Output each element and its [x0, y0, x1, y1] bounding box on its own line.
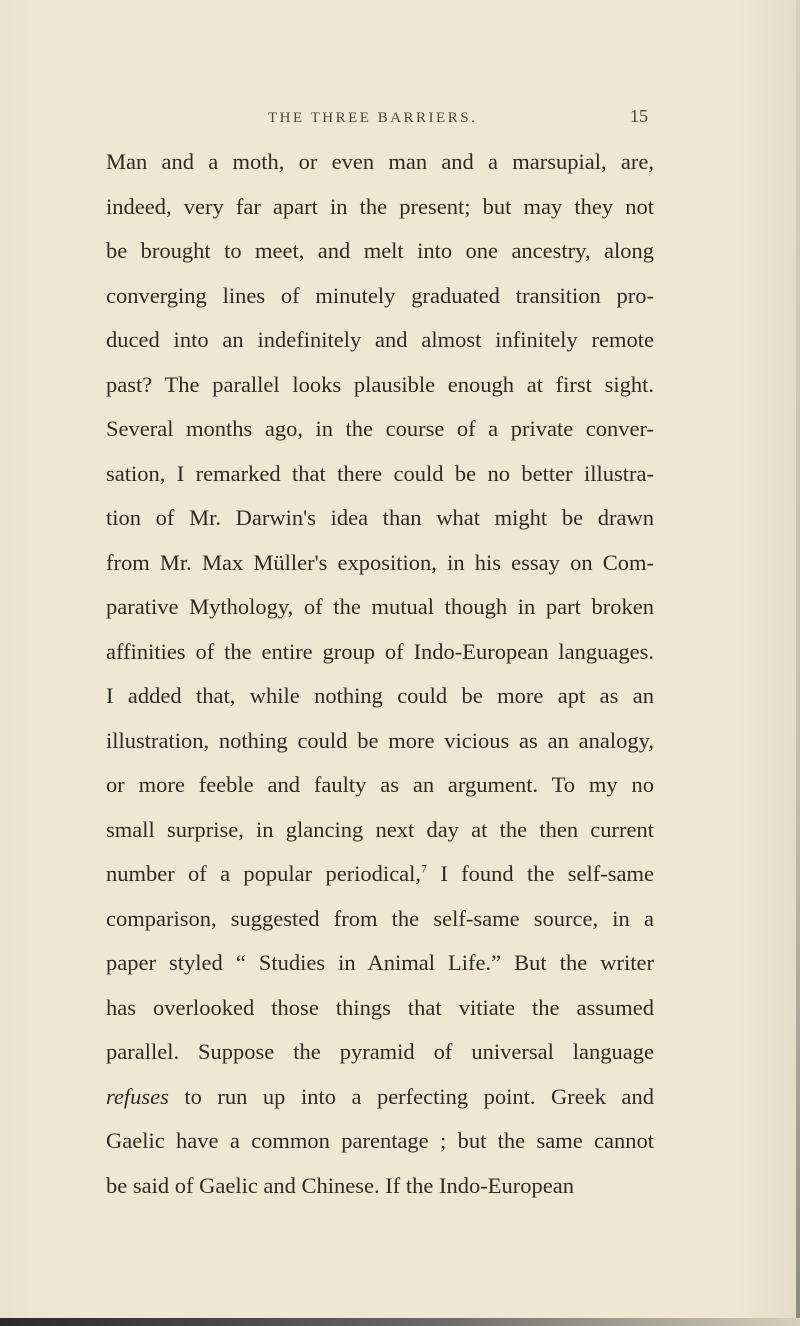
- text-line: Man and a moth, or even man and a marsupial, are,: [106, 149, 654, 174]
- text-segment: I found the self-same: [427, 861, 654, 886]
- footnote-reference[interactable]: 7: [421, 861, 428, 876]
- page-header: [0, 106, 800, 140]
- text-line: Several months ago, in the course of a private conver-: [106, 416, 654, 441]
- text-line: duced into an indefinitely and almost infinitely remote: [106, 327, 654, 352]
- text-line: parative Mythology, of the mutual though in part broken: [106, 594, 654, 619]
- text-line: [106, 1075, 654, 1120]
- text-line: be said of Gaelic and Chinese. If the Indo-European: [106, 1172, 574, 1198]
- body-text: [106, 140, 654, 1208]
- text-line: has overlooked those things that vitiate the assumed: [106, 994, 654, 1020]
- text-line: affinities of the entire group of Indo-European languages.: [106, 638, 654, 664]
- text-line: be brought to meet, and melt into one ancestry, along: [106, 238, 654, 263]
- italic-word: refuses: [106, 1083, 169, 1109]
- text-line: illustration, nothing could be more vicious as an analogy,: [106, 727, 654, 753]
- text-line: or more feeble and faulty as an argument. To my no: [106, 772, 654, 797]
- text-line: comparison, suggested from the self-same source, in a: [106, 905, 654, 931]
- text-line: from Mr. Max Müller's exposition, in his essay on Com-: [106, 549, 654, 575]
- text-line: I added that, while nothing could be more apt as an: [106, 683, 654, 708]
- scan-bottom-edge: [0, 1318, 800, 1326]
- text-line: converging lines of minutely graduated transition pro-: [106, 282, 654, 308]
- text-segment: to run up into a perfecting point. Greek and: [168, 1083, 654, 1109]
- text-line: paper styled “ Studies in Animal Life.” But the writer: [106, 950, 654, 975]
- text-line: [106, 852, 654, 897]
- text-line: tion of Mr. Darwin's idea than what might be drawn: [106, 505, 654, 530]
- text-line: parallel. Suppose the pyramid of universal language: [106, 1039, 654, 1064]
- text-line: indeed, very far apart in the present; but may they not: [106, 193, 654, 219]
- text-line: Gaelic have a common parentage ; but the same cannot: [106, 1128, 654, 1153]
- text-line: past? The parallel looks plausible enough at first sight.: [106, 371, 654, 397]
- text-segment: number of a popular periodical,: [106, 861, 422, 886]
- running-head: THE THREE BARRIERS.: [268, 110, 478, 126]
- page-edge-shadow: [796, 0, 800, 1326]
- text-line: small surprise, in glancing next day at the then current: [106, 816, 654, 842]
- text-line: sation, I remarked that there could be no better illustra-: [106, 460, 654, 486]
- page-number: 15: [630, 106, 648, 126]
